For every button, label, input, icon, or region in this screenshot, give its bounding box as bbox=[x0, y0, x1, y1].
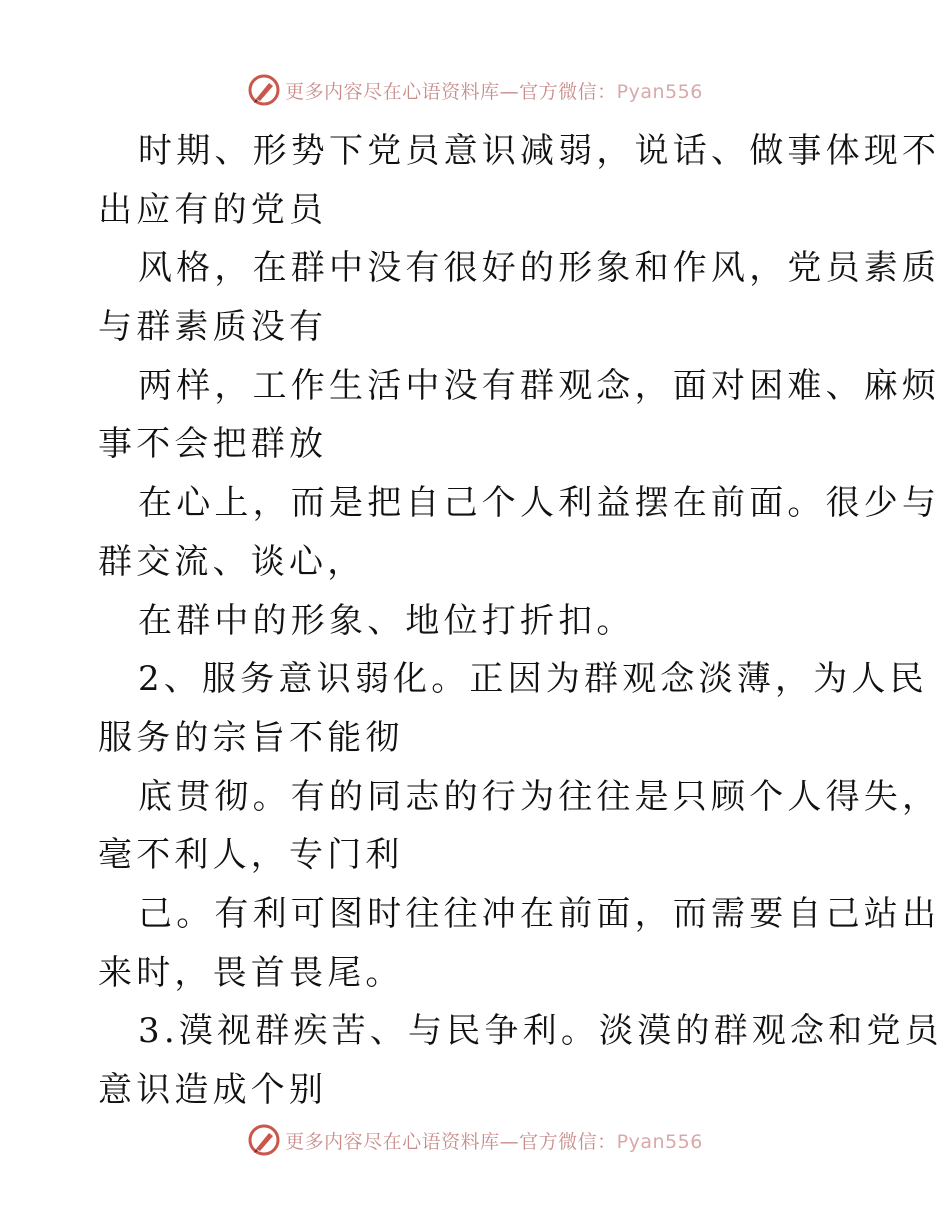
paragraph-line: 事不会把群放 bbox=[98, 424, 328, 465]
paragraph-line: 出应有的党员 bbox=[98, 189, 328, 230]
paragraph-line: 群交流、谈心， bbox=[98, 541, 366, 582]
paragraph-line: 来时，畏首畏尾。 bbox=[98, 952, 404, 993]
footer-watermark-banner bbox=[0, 1120, 950, 1160]
header-banner-text bbox=[285, 77, 703, 104]
paragraph-line: 2、服务意识弱化。正因为群观念淡薄，为人民 bbox=[138, 659, 928, 700]
pen-logo-icon bbox=[247, 1123, 281, 1157]
paragraph-line: 在群中的形象、地位打折扣。 bbox=[138, 600, 635, 641]
paragraph-line: 底贯彻。有的同志的行为往往是只顾个人得失， bbox=[138, 776, 941, 817]
paragraph-line: 毫不利人，专门利 bbox=[98, 835, 404, 876]
paragraph-line: 与群素质没有 bbox=[98, 307, 328, 348]
pen-logo-icon bbox=[247, 73, 281, 107]
document-body bbox=[98, 122, 943, 1120]
paragraph-line: 3.漠视群疾苦、与民争利。淡漠的群观念和党员 bbox=[138, 1011, 943, 1052]
paragraph-line: 在心上，而是把自己个人利益摆在前面。很少与 bbox=[138, 483, 941, 524]
paragraph-line: 两样，工作生活中没有群观念，面对困难、麻烦 bbox=[138, 365, 941, 406]
footer-banner-text bbox=[285, 1127, 703, 1154]
paragraph-line: 己。有利可图时往往冲在前面，而需要自己站出 bbox=[138, 893, 941, 934]
paragraph-line: 意识造成个别 bbox=[98, 1070, 328, 1110]
footer-banner-label: 更多内容尽在心语资料库—官方微信： bbox=[285, 1130, 617, 1153]
header-watermark-banner bbox=[0, 70, 950, 110]
paragraph-line: 时期、形势下党员意识减弱，说话、做事体现不 bbox=[138, 131, 941, 171]
footer-banner-wechat-id: Pyan556 bbox=[616, 1130, 703, 1153]
header-banner-wechat-id: Pyan556 bbox=[616, 80, 703, 103]
paragraph-line: 风格，在群中没有很好的形象和作风，党员素质 bbox=[138, 248, 941, 289]
paragraph-line: 服务的宗旨不能彻 bbox=[98, 717, 404, 758]
header-banner-label: 更多内容尽在心语资料库—官方微信： bbox=[285, 80, 617, 103]
